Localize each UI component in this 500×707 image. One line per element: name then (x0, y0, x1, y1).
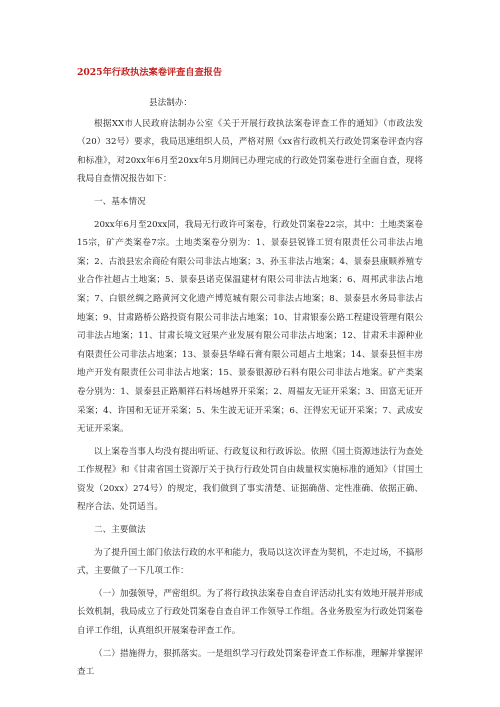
section1-paragraph-1: 20xx年6月至20xx同，我局无行政许可案卷，行政处罚案卷22宗，其中：土地类案卷15宗，矿产类案卷7宗。土地类案卷分别为：1、景泰县锐锋工贸有限责任公司非法占地案；2、古浪县宏余商砼有限公司非法占地案；3、孙玉非法占地案；4、景泰县康顺养殖专业合作社超占土地案；5、景泰县诺克保温建材有限公司非法占地案；6、周邦武非法占地案；7、白银丝绸之路黄河文化遗产博览城有限公司非法占地案；8、景泰县水务局非法占地案；9、甘肃路桥公路投资有限公司非法占地案；10、甘肃银泰公路工程建设管理有限公司非法占地案；11、甘肃长境文冠果产业发展有限公司非法占地案；12、甘肃禾丰源种业有限责任公司非法占地案；13、景泰县华峰石膏有限公司超占土地案；14、景泰县恒丰房地产开发有限责任公司非法占地案；15、景泰银源砂石料有限公司非法占地案。矿产类案卷分别为：1、景泰县正路顺祥石料场越界开采案；2、周福友无证开采案；3、田富无证开采案；4、许国和无证开采案；5、朱生波无证开采案；6、汪得宏无证开采案；7、武成安无证开采案。 (77, 219, 423, 435)
document-title: 2025年行政执法案卷评查自查报告 (77, 67, 223, 78)
section1-heading: 一、基本情况 (94, 196, 146, 207)
section2-item-2: （二）措施得力，狠抓落实。一是组织学习行政处罚案卷评查工作标准，理解并掌握评查工 (77, 648, 423, 678)
section1-paragraph-2: 以上案卷当事人均没有提出听证、行政复议和行政诉讼。依照《国土资源违法行为查处工作规程》和《甘肃省国土资源厅关于执行行政处罚自由裁量权实施标准的通知》（甘国土资发（20xx）274号）的规定，我们做到了事实清楚、证据确凿、定性准确、依据正确、程序合法、处罚适当。 (77, 446, 423, 513)
intro-paragraph: 根据XX市人民政府法制办公室《关于开展行政执法案卷评查工作的通知》（市政法发（20）32号）要求，我局迅速组织人员，严格对照《xx省行政机关行政处罚案卷评查内容和标准》，对20xx年6月至20xx年5月期间已办理完成的行政处罚案卷进行全面自查，现将我局自查情况报告如下： (77, 118, 423, 185)
salutation: 县法制办： (149, 98, 192, 108)
section2-item-1: （一）加强领导，严密组织。为了将行政执法案卷自查自评活动扎实有效地开展并形成长效机制，我局成立了行政处罚案卷自查自评工作领导工作组。各业务股室为行政处罚案卷自评工作组，认真组织开展案卷评查工作。 (77, 588, 423, 637)
section2-heading: 二、主要做法 (94, 525, 146, 536)
section2-paragraph-1: 为了提升国土部门依法行政的水平和能力，我局以这次评查为契机，不走过场，不搞形式，主要做了一下几项工作： (77, 547, 423, 577)
